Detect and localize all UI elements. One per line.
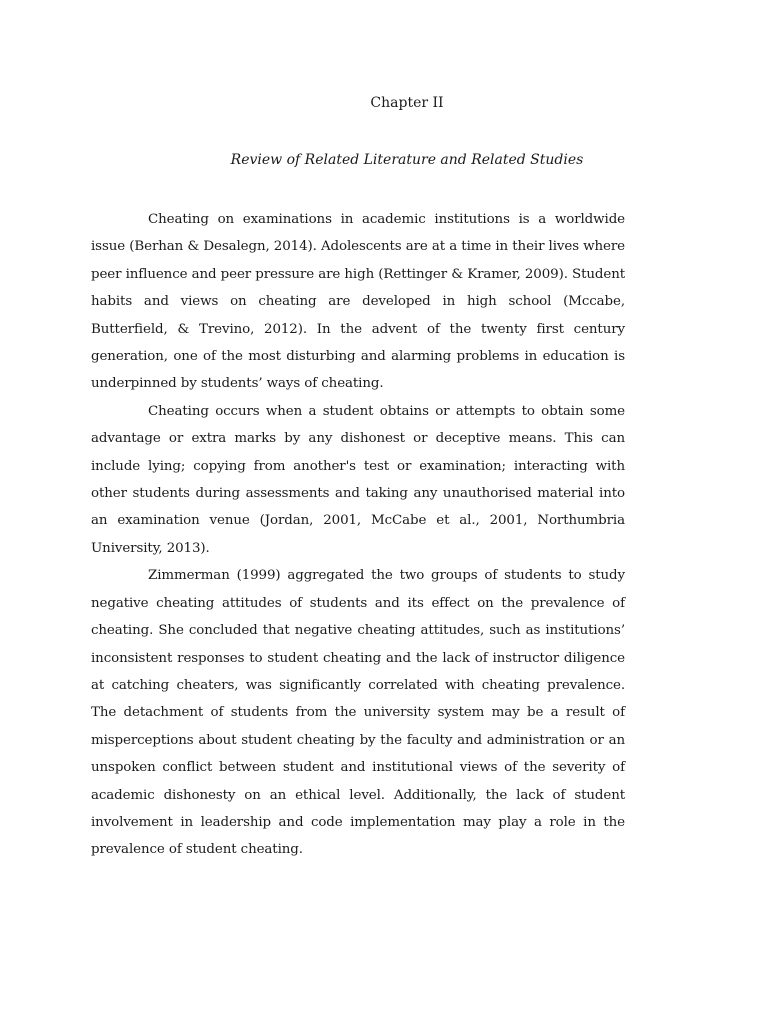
paragraph-1: Cheating on examinations in academic institutions is a worldwide issue (Berhan & Desalegn, 2014). Adolescents are at a time in their lives where peer influence and peer pressure are high (Rettinger & Kramer, 2009). Student habits and views on cheating are developed in high school (Mccabe, Butterfield, & Trevino, 2012). In the advent of the twenty first century generation, one of the most disturbing and alarming problems in education is underpinned by students’ ways of cheating. xyxy=(91,212,625,392)
paragraph-3: Zimmerman (1999) aggregated the two groups of students to study negative cheating attitudes of students and its effect on the prevalence of cheating. She concluded that negative cheating attitudes, such as institutions’ inconsistent responses to student cheating and the lack of instructor diligence at catching cheaters, was significantly correlated with cheating prevalence. The detachment of students from the university system may be a result of misperceptions about student cheating by the faculty and administration or an unspoken conflict between student and institutional views of the severity of academic dishonesty on an ethical level. Additionally, the lack of student involvement in leadership and code implementation may play a role in the prevalence of student cheating. xyxy=(91,568,625,858)
section-title: Review of Related Literature and Related Studies xyxy=(230,152,584,168)
paragraph-2: Cheating occurs when a student obtains or attempts to obtain some advantage or extra marks by any dishonest or deceptive means. This can include lying; copying from another's test or examination; interacting with other students during assessments and taking any unauthorised material into an examination venue (Jordan, 2001, McCabe et al., 2001, Northumbria University, 2013). xyxy=(91,403,625,556)
body-text xyxy=(91,206,625,864)
chapter-heading: Chapter II xyxy=(370,95,444,111)
